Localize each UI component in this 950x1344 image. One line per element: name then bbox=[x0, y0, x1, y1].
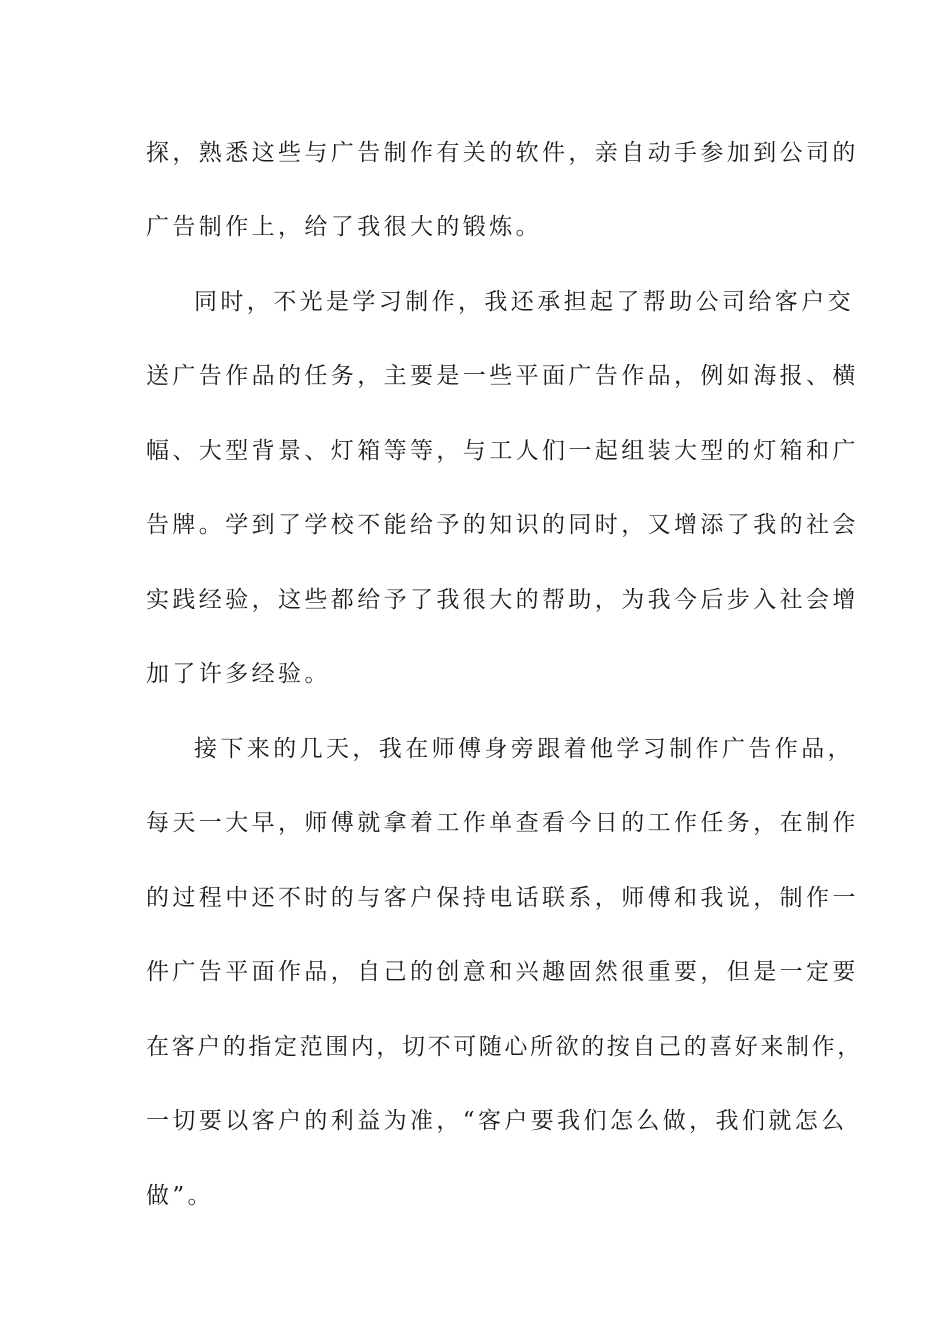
text-line-2: 广告制作上，给了我很大的锻炼。 bbox=[146, 214, 542, 240]
text-line-12: 件广告平面作品，自己的创意和兴趣固然很重要，但是一定要 bbox=[146, 959, 859, 985]
text-line-5: 幅、大型背景、灯箱等等，与工人们一起组装大型的灯箱和广 bbox=[146, 438, 859, 464]
text-line-8: 加了许多经验。 bbox=[146, 661, 331, 687]
text-line-10: 每天一大早，师傅就拿着工作单查看今日的工作任务，在制作 bbox=[146, 810, 859, 836]
text-line-14: 一切要以客户的利益为准，“客户要我们怎么做，我们就怎么 bbox=[146, 1108, 848, 1134]
text-line-1: 探，熟悉这些与广告制作有关的软件，亲自动手参加到公司的 bbox=[146, 140, 859, 166]
paragraph-start-line: 接下来的几天，我在师傅身旁跟着他学习制作广告作品， bbox=[194, 736, 854, 762]
paragraph-start-line: 同时，不光是学习制作，我还承担起了帮助公司给客户交 bbox=[194, 289, 854, 315]
text-line-11: 的过程中还不时的与客户保持电话联系，师傅和我说，制作一 bbox=[146, 885, 859, 911]
text-line-4: 送广告作品的任务，主要是一些平面广告作品，例如海报、横 bbox=[146, 363, 859, 389]
text-line-7: 实践经验，这些都给予了我很大的帮助，为我今后步入社会增 bbox=[146, 587, 859, 613]
text-line-15: 做”。 bbox=[146, 1183, 214, 1209]
text-line-6: 告牌。学到了学校不能给予的知识的同时，又增添了我的社会 bbox=[146, 512, 859, 538]
text-line-13: 在客户的指定范围内，切不可随心所欲的按自己的喜好来制作， bbox=[146, 1034, 863, 1060]
